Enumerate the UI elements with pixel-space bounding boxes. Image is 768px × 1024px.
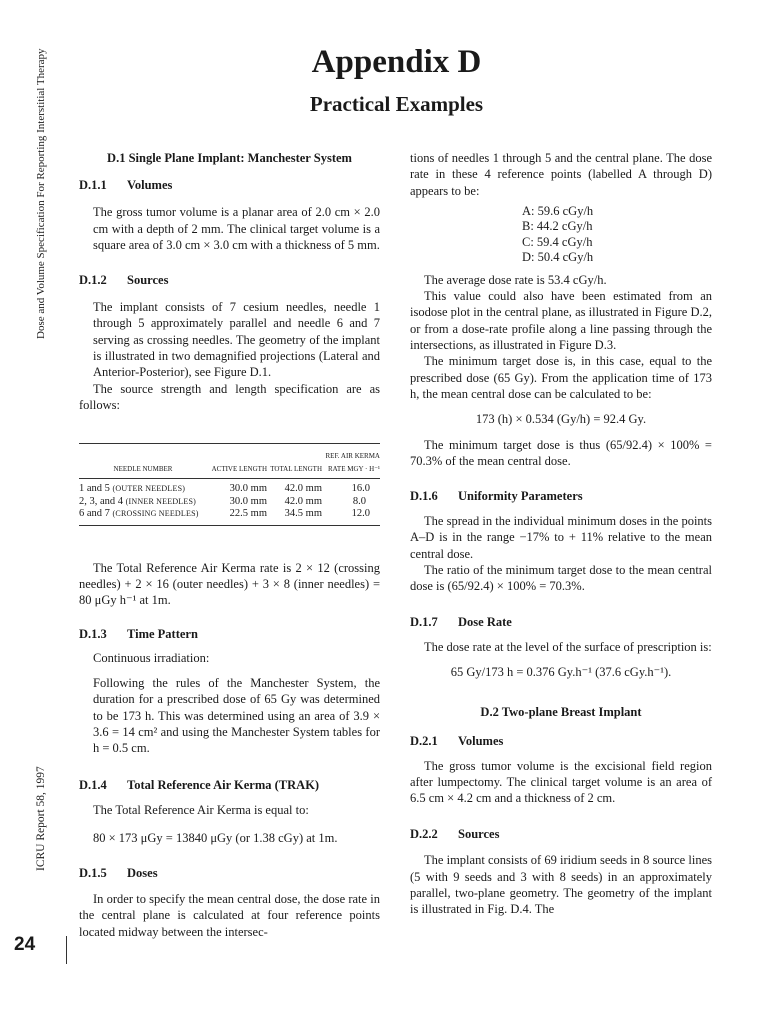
equation-dose-rate: 65 Gy/173 h = 0.376 Gy.h⁻¹ (37.6 cGy.h⁻¹).	[450, 664, 672, 679]
report-id-side: ICRU Report 58, 1997	[35, 766, 47, 871]
paragraph-continued: tions of needles 1 through 5 and the central plane. The dose rate in these 4 reference points (labelled A through D) appears to be:	[410, 151, 712, 198]
page-subtitle: Practical Examples	[309, 92, 484, 116]
list-item: B: 44.2 cGy/h	[522, 219, 593, 234]
table-header: NEEDLE NUMBER	[113, 464, 173, 473]
paragraph-d15: In order to specify the mean central dose, the dose rate in the central plane is calculated at four reference points located midway between the intersec-	[79, 892, 380, 939]
list-item: A: 59.6 cGy/h	[522, 203, 594, 218]
paragraph-minimum: The minimum target dose is, in this case, equal to the prescribed dose (65 Gy). From the application time of 173 h, the mean central dose can be calculated to be:	[410, 354, 712, 401]
paragraph-d12-2: The source strength and length specification are as follows:	[79, 381, 380, 412]
paragraph-d16-2: The ratio of the minimum target dose to the mean central dose is (65/92.4) × 100% = 70.3%.	[410, 563, 712, 594]
page-number-rule	[66, 936, 67, 964]
needle-table	[79, 443, 380, 526]
heading-d22: D.2.2 Sources	[410, 827, 500, 842]
paragraph-d12-1: The implant consists of 7 cesium needles, needle 1 through 5 approximately parallel and needle 6 and 7 serving as crossing needles. The geometry of the implant is illustrated in two demagnified projections (Lateral and Anterior-Posterior), see Figure D.1.	[93, 300, 380, 380]
section-heading-d2: D.2 Two-plane Breast Implant	[480, 705, 642, 720]
equation-mean-dose: 173 (h) × 0.534 (Gy/h) = 92.4 Gy.	[475, 412, 647, 427]
paragraph-estimate: This value could also have been estimated from an isodose plot in the central plane, as illustrated in Figure D.2, or from a dose-rate profile along a line passing through the intersections, as illustrated in Figure D.3.	[410, 289, 712, 353]
table-row: 6 and 7 (CROSSING NEEDLES) 22.5 mm 34.5 mm 12.0	[79, 508, 370, 520]
dose-rate-list	[522, 204, 712, 266]
list-item: C: 59.4 cGy/h	[522, 234, 593, 249]
right-column	[410, 150, 712, 918]
paragraph-average: The average dose rate is 53.4 cGy/h.	[424, 272, 607, 287]
paragraph-trak-rate: The Total Reference Air Kerma rate is 2 × 12 (crossing needles) + 2 × 16 (outer needles) + 3 × 8 (inner needles) = 80 μGy h⁻¹ at 1m.	[79, 560, 380, 608]
heading-d12: D.1.2 Sources	[79, 273, 169, 288]
equation-trak: 80 × 173 μGy = 13840 μGy (or 1.38 cGy) at 1m.	[93, 830, 338, 845]
table-row: 1 and 5 (OUTER NEEDLES) 30.0 mm 42.0 mm 16.0	[79, 483, 370, 495]
paragraph-d13-2: Following the rules of the Manchester System, the duration for a prescribed dose of 65 Gy was determined to be 173 h. This was determined using an area of 3.9 × 3.6 = 14 cm² and using the Manchester System tables for h = 0.5 cm.	[93, 675, 380, 756]
heading-d13: D.1.3 Time Pattern	[79, 626, 198, 641]
paragraph-d13-1: Continuous irradiation:	[93, 650, 210, 665]
paragraph-d17: The dose rate at the level of the surface of prescription is:	[424, 639, 712, 654]
paragraph-d22: The implant consists of 69 iridium seeds in 8 source lines (5 with 9 seeds and 3 with 8 seeds) in an approximately parallel, two-plane geometry. The geometry of the implant is illustrated in Fig. D.4. The	[410, 853, 712, 917]
heading-d15: D.1.5 Doses	[79, 866, 158, 881]
table-row: 2, 3, and 4 (INNER NEEDLES) 30.0 mm 42.0 mm 8.0	[79, 495, 366, 507]
table-header: TOTAL LENGTH	[270, 464, 322, 473]
table-header: REF. AIR KERMA RATE ΜGY · H⁻¹	[325, 452, 380, 473]
section-heading-d1: D.1 Single Plane Implant: Manchester System	[107, 151, 352, 165]
heading-d17: D.1.7 Dose Rate	[410, 614, 512, 629]
heading-d21: D.2.1 Volumes	[410, 733, 504, 748]
paragraph-d16-1: The spread in the individual minimum doses in the points A–D is in the range −17% to + 11% relative to the mean central dose.	[410, 514, 712, 561]
running-header-side: Dose and Volume Specification For Reporting Interstitial Therapy	[35, 48, 47, 339]
paragraph-d14-1: The Total Reference Air Kerma is equal to:	[93, 803, 309, 818]
heading-d11: D.1.1 Volumes	[79, 178, 173, 193]
page-number: 24	[14, 934, 36, 955]
list-item: D: 50.4 cGy/h	[522, 250, 594, 265]
heading-d14: D.1.4 Total Reference Air Kerma (TRAK)	[79, 778, 320, 793]
paragraph-d11: The gross tumor volume is a planar area of 2.0 cm × 2.0 cm with a depth of 2 mm. The clinical target volume is a square area of 3.0 cm × 3.0 cm with a thickness of 5 mm.	[93, 205, 380, 252]
paragraph-d21: The gross tumor volume is the excisional field region after lumpectomy. The clinical target volume is an area of 6.5 cm × 4.2 cm and a thickness of 2 cm.	[410, 758, 712, 806]
left-column	[79, 150, 380, 940]
heading-d16: D.1.6 Uniformity Parameters	[410, 489, 583, 504]
table-header: ACTIVE LENGTH	[211, 464, 267, 473]
paragraph-thus: The minimum target dose is thus (65/92.4) × 100% = 70.3% of the mean central dose.	[410, 437, 712, 468]
page-title: Appendix D	[311, 44, 482, 80]
